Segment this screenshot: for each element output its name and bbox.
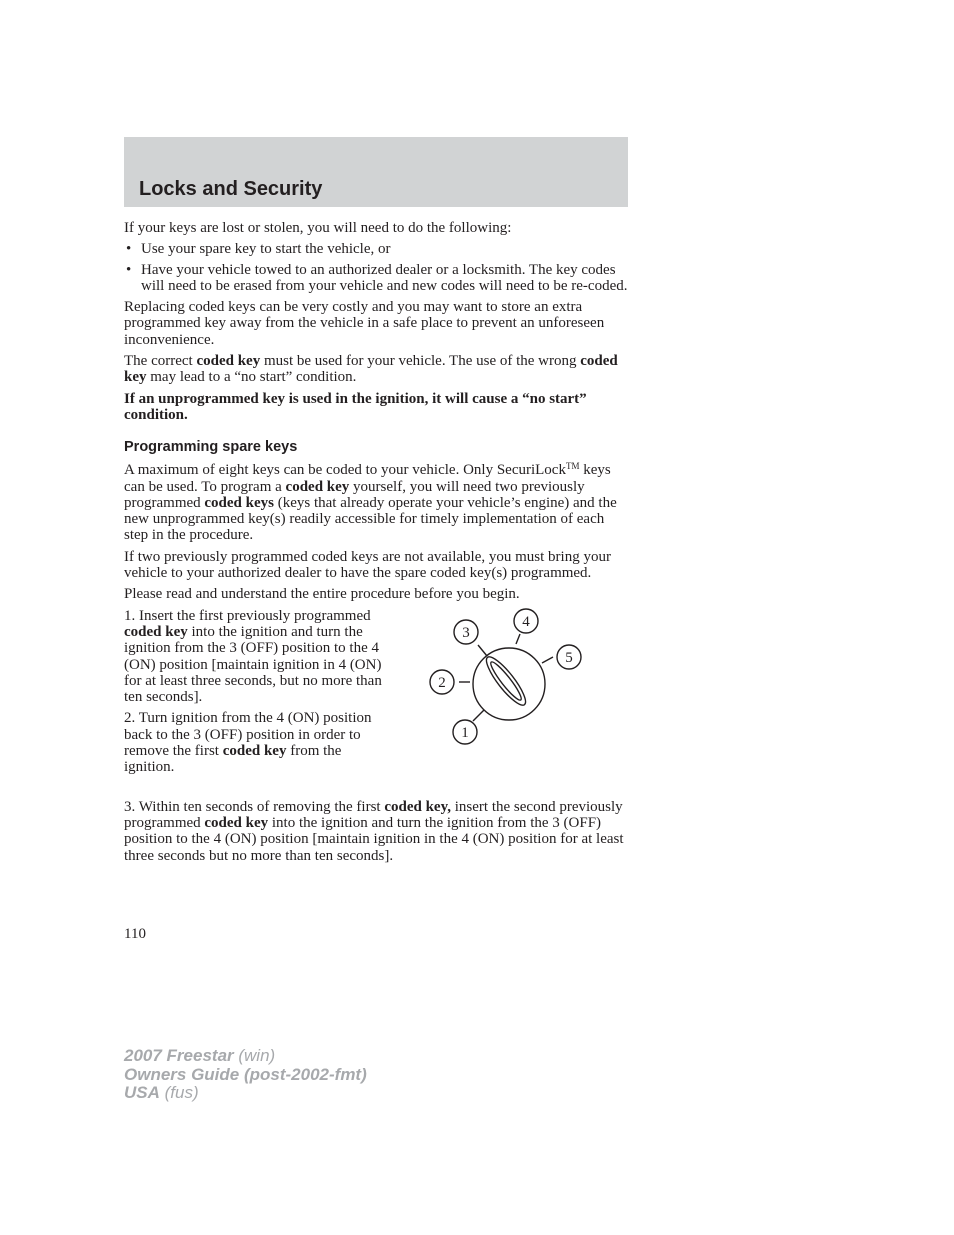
position-label-1: 1 bbox=[461, 724, 469, 741]
footer-line-3: USA (fus) bbox=[124, 1083, 199, 1102]
position-label-4: 4 bbox=[522, 613, 530, 630]
step-1: 1. Insert the first previously programmed coded key into the ignition and turn the ignition from the 3 (OFF) position to the 4 (ON) position [maintain ignition in 4 (ON) for at least three seconds, but no more than ten seconds]. bbox=[124, 607, 382, 706]
bullet-icon: • bbox=[126, 241, 132, 258]
tick-5 bbox=[542, 657, 553, 663]
section-header bbox=[124, 137, 628, 207]
steps-with-diagram bbox=[124, 608, 630, 795]
main-content bbox=[124, 220, 630, 869]
ignition-diagram bbox=[424, 604, 594, 754]
footer-line-1: 2007 Freestar (win) bbox=[124, 1046, 276, 1065]
read-procedure-text: Please read and understand the entire procedure before you begin. bbox=[124, 586, 520, 603]
tick-3 bbox=[478, 645, 487, 656]
position-label-2: 2 bbox=[438, 674, 446, 691]
step-3: 3. Within ten seconds of removing the first coded key, insert the second previously programmed coded key into the ignition and turn the ignition from the 3 (OFF) position to the 4 (ON) position [maintain ignition in the 4 (ON) position for at least three seconds but no more than ten seconds]. bbox=[124, 798, 624, 864]
no-start-warning: If an unprogrammed key is used in the ignition, it will cause a “no start” condition. bbox=[124, 390, 587, 423]
dealer-text: If two previously programmed coded keys are not available, you must bring your vehicle to your authorized dealer to have the spare coded key(s) programmed. bbox=[124, 548, 611, 582]
document-footer bbox=[124, 1047, 367, 1103]
trademark-mark: TM bbox=[565, 461, 580, 472]
section-title: Locks and Security bbox=[139, 178, 323, 200]
position-label-5: 5 bbox=[565, 649, 573, 666]
lost-keys-text: If your keys are lost or stolen, you will need to do the following: bbox=[124, 220, 512, 236]
position-label-3: 3 bbox=[462, 624, 470, 641]
replacing-keys-text: Replacing coded keys can be very costly and you may want to store an extra programmed key away from the vehicle in a safe place to prevent an unforeseen inconvenience. bbox=[124, 299, 605, 348]
programming-intro: A maximum of eight keys can be coded to your vehicle. Only SecuriLock™ keys can be used. To program a coded key yourself, you will need two previously programmed coded keys (keys that already operate your vehicle’s engine) and the new unprogrammed key(s) readily accessible for timely implementation of each step in the procedure. bbox=[124, 461, 617, 544]
step-2: 2. Turn ignition from the 4 (ON) position back to the 3 (OFF) position in order to remove the first coded key from the ignition. bbox=[124, 710, 372, 776]
bullet-list bbox=[124, 241, 630, 294]
footer-line-2: Owners Guide (post-2002-fmt) bbox=[124, 1064, 367, 1084]
ignition-cylinder bbox=[473, 648, 545, 720]
list-item: • Have your vehicle towed to an authorized dealer or a locksmith. The key codes will need to be erased from your vehicle and new codes will need to be re-coded. bbox=[126, 261, 628, 294]
tick-1 bbox=[473, 710, 484, 721]
bullet-icon: • bbox=[126, 261, 132, 278]
tick-4 bbox=[516, 634, 520, 644]
programming-heading: Programming spare keys bbox=[124, 439, 298, 456]
page-number: 110 bbox=[124, 926, 146, 942]
steps-column bbox=[124, 608, 386, 776]
correct-key-text: The correct coded key must be used for your vehicle. The use of the wrong coded key may lead to a “no start” condition. bbox=[124, 353, 618, 386]
list-item: • Use your spare key to start the vehicle, or bbox=[126, 241, 391, 258]
